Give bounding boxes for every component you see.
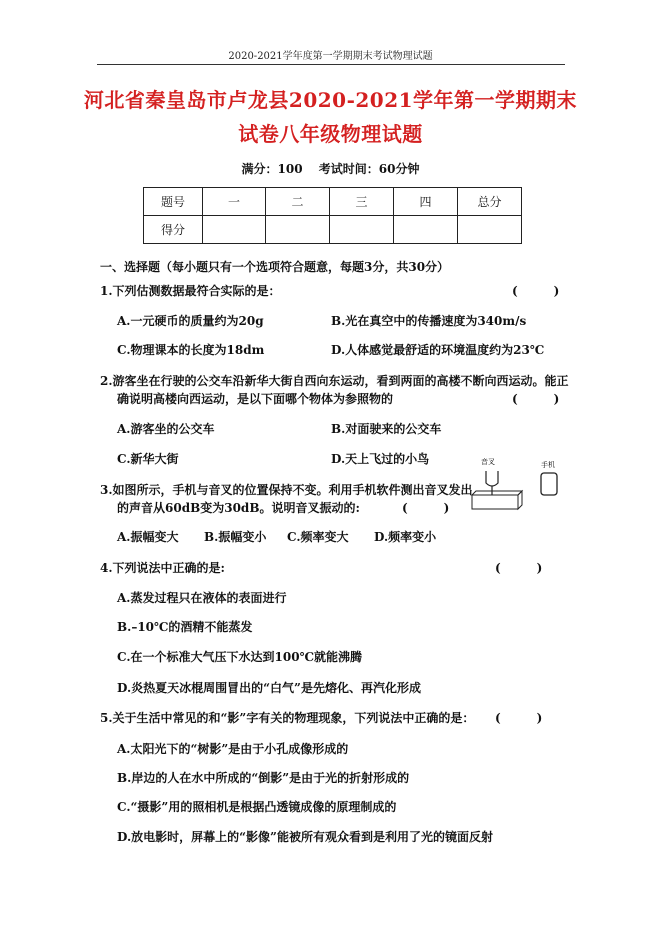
question-stem: 5.关于生活中常见的和“影”字有关的物理现象，下列说法中正确的是： — [100, 711, 475, 725]
score-cell: 三 — [330, 188, 394, 216]
option: B.对面驶来的公交车 — [331, 422, 442, 436]
option: C.新华大街 — [117, 452, 179, 466]
question-stem: 确说明高楼向西运动，是以下面哪个物体为参照物的 — [117, 392, 394, 406]
question-stem: 的声音从60dB变为30dB。说明音叉振动的: — [117, 501, 360, 515]
exam-info: 满分：100 考试时间：60分钟 — [241, 162, 420, 176]
exam-title-line1: 河北省秦皇岛市卢龙县2020-2021学年第一学期期末 — [83, 88, 578, 112]
tuning-fork-phone-figure — [470, 455, 570, 521]
score-cell: 得分 — [144, 216, 203, 244]
score-cell — [458, 216, 522, 244]
question-stem: 3.如图所示，手机与音叉的位置保持不变。利用手机软件测出音叉发出 — [100, 483, 473, 497]
question-stem: 4.下列说法中正确的是: — [100, 561, 225, 575]
option: C.在一个标准大气压下水达到100℃就能沸腾 — [117, 650, 362, 664]
question-stem: 2.游客坐在行驶的公交车沿新华大街自西向东运动，看到两面的高楼不断向西运动。能正 — [100, 374, 569, 388]
option: B.岸边的人在水中所成的“倒影”是由于光的折射形成的 — [117, 771, 410, 785]
option: A.一元硬币的质量约为20g — [117, 314, 264, 328]
phone-label: 手机 — [541, 461, 555, 469]
phone-icon — [541, 473, 557, 495]
option: A.游客坐的公交车 — [117, 422, 215, 436]
tuning-fork-label: 音叉 — [481, 458, 495, 466]
score-table-score-row — [144, 216, 522, 244]
option: B.–10℃的酒精不能蒸发 — [117, 620, 253, 634]
answer-paren: ( ) — [512, 392, 560, 406]
option: D.天上飞过的小鸟 — [331, 452, 430, 466]
score-table-header-row — [144, 188, 522, 216]
score-table — [143, 187, 522, 244]
score-cell: 一 — [203, 188, 266, 216]
page-header: 2020-2021学年度第一学期期末考试物理试题 — [228, 51, 433, 62]
option: C.频率变大 — [287, 530, 349, 544]
question-stem: 1.下列估测数据最符合实际的是： — [100, 284, 281, 298]
option: A.太阳光下的“树影”是由于小孔成像形成的 — [117, 742, 349, 756]
score-cell — [266, 216, 330, 244]
option: D.人体感觉最舒适的环境温度约为23℃ — [331, 343, 545, 357]
answer-paren: ( ) — [495, 711, 543, 725]
option: A.振幅变大 — [117, 530, 179, 544]
option: C.“摄影”用的照相机是根据凸透镜成像的原理制成的 — [117, 800, 397, 814]
option: B.振幅变小 — [204, 530, 267, 544]
answer-paren: ( ) — [402, 501, 450, 515]
option: D.频率变小 — [374, 530, 437, 544]
score-cell — [203, 216, 266, 244]
score-cell: 二 — [266, 188, 330, 216]
header-divider — [97, 64, 565, 65]
exam-title-line2: 试卷八年级物理试题 — [238, 122, 423, 146]
option: B.光在真空中的传播速度为340m/s — [331, 314, 527, 328]
option: D.放电影时，屏幕上的“影像”能被所有观众看到是利用了光的镜面反射 — [117, 830, 493, 844]
score-cell — [330, 216, 394, 244]
section-heading: 一、选择题（每小题只有一个选项符合题意，每题3分，共30分） — [100, 260, 450, 274]
answer-paren: ( ) — [495, 561, 543, 575]
answer-paren: ( ) — [512, 284, 560, 298]
score-cell — [394, 216, 458, 244]
option: A.蒸发过程只在液体的表面进行 — [117, 591, 287, 605]
resonance-box-icon — [472, 491, 522, 509]
score-cell: 四 — [394, 188, 458, 216]
option: D.炎热夏天冰棍周围冒出的“白气”是先熔化、再汽化形成 — [117, 681, 421, 695]
score-cell: 题号 — [144, 188, 203, 216]
option: C.物理课本的长度为18dm — [117, 343, 265, 357]
score-cell: 总分 — [458, 188, 522, 216]
